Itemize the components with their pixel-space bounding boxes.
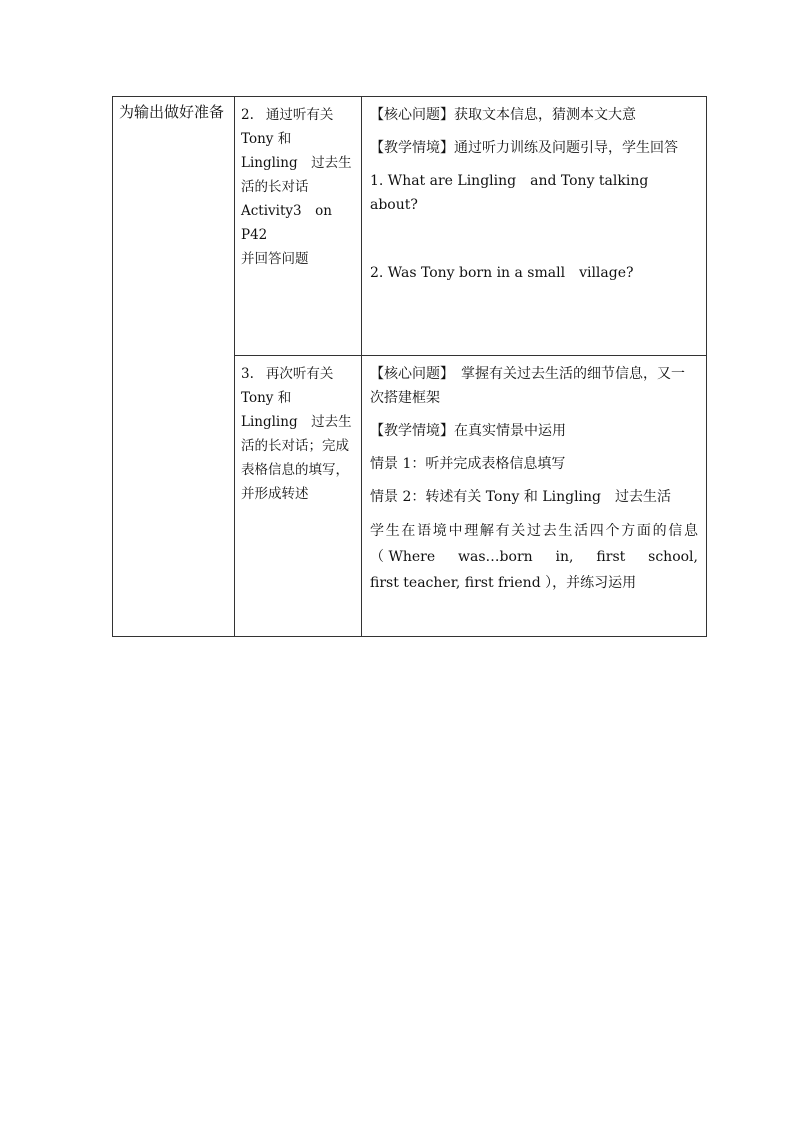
activity-line: Tony 和 — [241, 390, 292, 406]
activity-text — [235, 356, 361, 506]
activity-cell — [235, 97, 362, 356]
scenario-1: 情景 1：听并完成表格信息填写 — [370, 456, 566, 472]
activity-line: Activity3 on P42 — [241, 203, 332, 243]
stage-label: 为输出做好准备 — [119, 103, 225, 121]
activity-line: 再次听有关 — [265, 366, 334, 382]
teaching-situation: 【教学情境】在真实情景中运用 — [370, 423, 566, 439]
teaching-situation: 【教学情境】通过听力训练及问题引导，学生回答 — [370, 140, 678, 156]
content-text — [362, 97, 706, 285]
activity-line: Lingling 过去生 — [241, 414, 352, 430]
question-2: 2. Was Tony born in a small village? — [370, 265, 634, 281]
activity-line: 通过听有关 — [265, 107, 334, 123]
activity-line: Lingling 过去生 — [241, 155, 352, 171]
question-1: 1. What are Lingling and Tony talking about? — [370, 173, 663, 213]
activity-number: 3. — [241, 366, 254, 382]
summary: 学生在语境中理解有关过去生活四个方面的信息（Where was…born in, first school, first teacher, first friend ），并练习运用 — [370, 523, 712, 591]
lesson-plan-table — [112, 96, 712, 637]
core-question: 【核心问题】 掌握有关过去生活的细节信息，又一次搭建框架 — [370, 366, 685, 406]
scenario-2: 情景 2：转述有关 Tony 和 Lingling 过去生活 — [370, 489, 671, 505]
stage-cell — [113, 97, 235, 637]
content-cell — [362, 356, 712, 637]
activity-cell — [235, 356, 362, 637]
activity-line: Tony 和 — [241, 131, 292, 147]
activity-number: 2. — [241, 107, 254, 123]
activity-line: 并回答问题 — [241, 251, 309, 267]
content-cell — [362, 97, 707, 356]
activity-line: 活的长对话；完成表格信息的填写，并形成转述 — [241, 438, 349, 502]
core-question: 【核心问题】获取文本信息，猜测本文大意 — [370, 107, 636, 123]
activity-text — [235, 97, 361, 271]
activity-line: 活的长对话 — [241, 179, 309, 195]
table-row — [113, 97, 707, 356]
content-text — [362, 356, 712, 596]
